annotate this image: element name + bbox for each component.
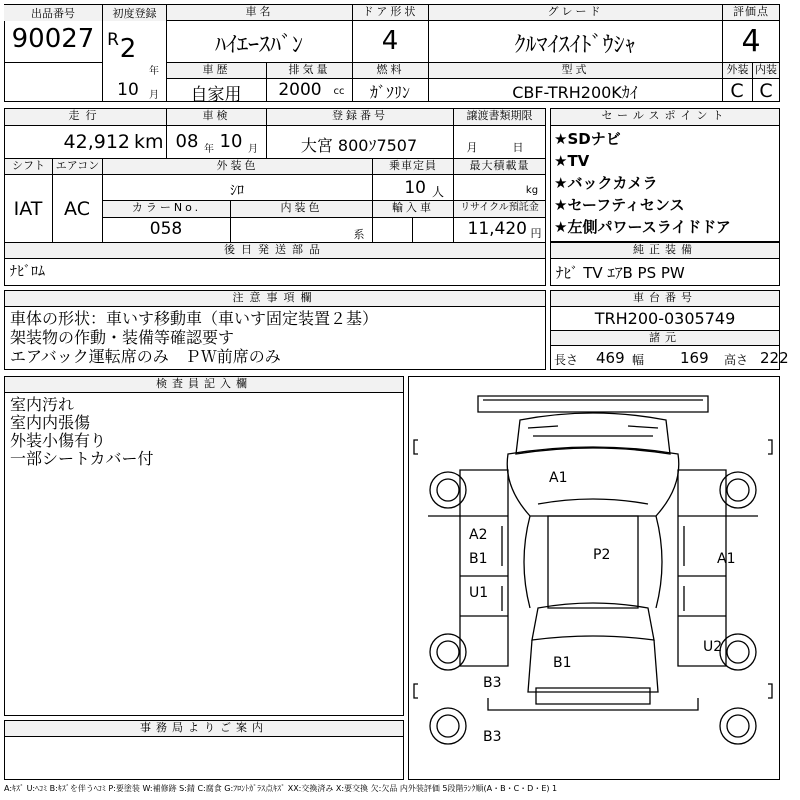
year-unit: 年 [149, 66, 159, 77]
damage-mark: B1 [469, 551, 488, 567]
plate-label: 登録番号 [266, 108, 454, 126]
aircon-label: エアコン [52, 158, 103, 175]
lot-no-value: 90027 [11, 24, 95, 54]
aircon-value: AC [64, 198, 90, 220]
inspection-label: 車検 [166, 108, 267, 126]
length-label: 長さ [554, 353, 579, 367]
capacity-value: 10 [404, 178, 426, 198]
person-unit: 人 [431, 185, 444, 199]
inspector-line: 室内汚れ [10, 395, 75, 414]
exterior-score: C [730, 80, 744, 102]
displacement-label: 排気量 [266, 62, 353, 79]
first-reg-label: 初度登録 [103, 5, 166, 21]
recycle-value: 11,420 [467, 219, 527, 239]
kg-unit: kg [525, 185, 539, 196]
damage-mark: U1 [469, 585, 489, 601]
width-value: 169 [680, 349, 709, 367]
grade-label: グレード [428, 4, 723, 21]
month-unit: 月 [149, 90, 159, 101]
notes-line: 車体の形状：車いす移動車（車いす固定装置２基） [10, 309, 379, 328]
damage-mark: B1 [553, 655, 572, 671]
mileage-label: 走行 [4, 108, 167, 126]
sales-point-item: ★TV [554, 152, 590, 170]
era-year: 2 [119, 34, 137, 64]
damage-mark: A1 [549, 470, 568, 486]
insp-year-unit: 年 [204, 144, 214, 155]
int-color-label: 内装色 [230, 200, 373, 218]
fuel-value: ｶﾞｿﾘﾝ [369, 83, 410, 102]
model-value: CBF-TRH200Kｶｲ [512, 83, 638, 102]
era-letter: R [107, 30, 119, 50]
insp-year: 08 [175, 131, 199, 152]
office-header: 事務局よりご案内 [4, 720, 404, 737]
color-no-label: カラーNo. [102, 200, 231, 218]
history-value: 自家用 [190, 85, 242, 105]
dims-header: 諸元 [550, 330, 780, 346]
km-unit: km [134, 131, 164, 153]
damage-mark: A2 [469, 527, 488, 543]
shift-label: シフト [4, 158, 53, 175]
sales-point-item: ★SDナビ [554, 130, 621, 148]
width-label: 幅 [632, 353, 645, 367]
inspector-header: 検査員記入欄 [4, 376, 404, 393]
yen-unit: 円 [530, 227, 542, 240]
height-value: 222 [760, 349, 789, 367]
height-label: 高さ [724, 353, 749, 367]
lot-no-label: 出品番号 [4, 5, 102, 21]
inspector-line: 一部シートカバー付 [10, 449, 154, 468]
sales-point-item: ★バックカメラ [554, 174, 658, 192]
damage-mark: A1 [717, 551, 736, 567]
notes-line: エアバック運転席のみ ＰＷ前席のみ [10, 347, 281, 366]
doors-value: 4 [381, 26, 399, 56]
transfer-day-unit: 日 [512, 141, 524, 154]
kei-unit: 系 [353, 228, 365, 241]
car-outline-diagram [408, 376, 780, 780]
exterior-label: 外装 [722, 62, 753, 79]
notes-line: 架装物の作動・装備等確認要す [10, 328, 235, 347]
model-label: 型式 [428, 62, 723, 79]
transfer-label: 譲渡書類期限 [453, 108, 546, 126]
inspector-line: 外装小傷有り [10, 431, 107, 450]
inspector-line: 室内内張傷 [10, 413, 91, 432]
mileage-value: 42,912 [63, 131, 130, 153]
damage-mark: B3 [483, 675, 502, 691]
import-label: 輸入車 [372, 200, 454, 218]
sales-point-item: ★セーフティセンス [554, 196, 685, 214]
interior-label: 内装 [752, 62, 780, 79]
sales-point-item: ★左側パワースライドドア [554, 218, 731, 236]
score-value: 4 [741, 24, 761, 59]
displacement-value: 2000 [278, 80, 322, 100]
chassis-value: TRH200-0305749 [594, 309, 736, 328]
ext-color-label: 外装色 [102, 158, 373, 175]
damage-mark: B3 [483, 729, 502, 745]
doors-label: ドア形状 [352, 4, 429, 21]
first-reg-month: 10 [117, 80, 139, 100]
legend-text: A:ｷｽﾞ U:ﾍｺﾐ B:ｷｽﾞを伴うﾍｺﾐ P:要塗装 W:補修跡 S:錆 C:腐食 G:ﾌﾛﾝﾄｶﾞﾗｽ点ｷｽﾞ XX:交換済み X:要交換 欠:欠品 内外装評価 5段階ﾗﾝｸ順(A・B・C・D・E) 1 [4, 784, 558, 793]
car-name-label: 車名 [166, 4, 353, 21]
grade-value: ｸﾙﾏｲｽｲﾄﾞｳｼｬ [514, 33, 636, 58]
damage-mark: P2 [593, 547, 611, 563]
car-name-value: ﾊｲｴｰｽﾊﾞﾝ [214, 33, 303, 58]
notes-header: 注意事項欄 [4, 290, 546, 307]
chassis-header: 車台番号 [550, 290, 780, 307]
insp-month: 10 [219, 131, 243, 152]
interior-score: C [759, 80, 773, 102]
equipment-header: 純正装備 [550, 242, 780, 259]
insp-month-unit: 月 [248, 144, 258, 155]
score-label: 評価点 [722, 4, 780, 21]
cc-unit: cc [333, 86, 345, 97]
equipment-value: ﾅﾋﾞ TV ｴｱB PS PW [556, 264, 685, 282]
sales-points-header: セールスポイント [550, 108, 780, 126]
capacity-label: 乗車定員 [372, 158, 454, 175]
shift-value: IAT [13, 198, 43, 220]
transfer-month-unit: 月 [466, 141, 478, 154]
ext-color-value: ｼﾛ [230, 183, 244, 199]
fuel-label: 燃料 [352, 62, 429, 79]
plate-value: 大宮 800ｿ7507 [300, 136, 418, 155]
max-load-label: 最大積載量 [453, 158, 546, 175]
damage-mark: U2 [703, 639, 723, 655]
recycle-label: リサイクル預託金 [453, 200, 546, 218]
later-parts-label: 後日発送部品 [4, 242, 546, 259]
length-value: 469 [596, 349, 625, 367]
history-label: 車歴 [166, 62, 267, 79]
color-no-value: 058 [149, 219, 183, 239]
later-parts-value: ﾅﾋﾞﾛﾑ [10, 264, 45, 280]
